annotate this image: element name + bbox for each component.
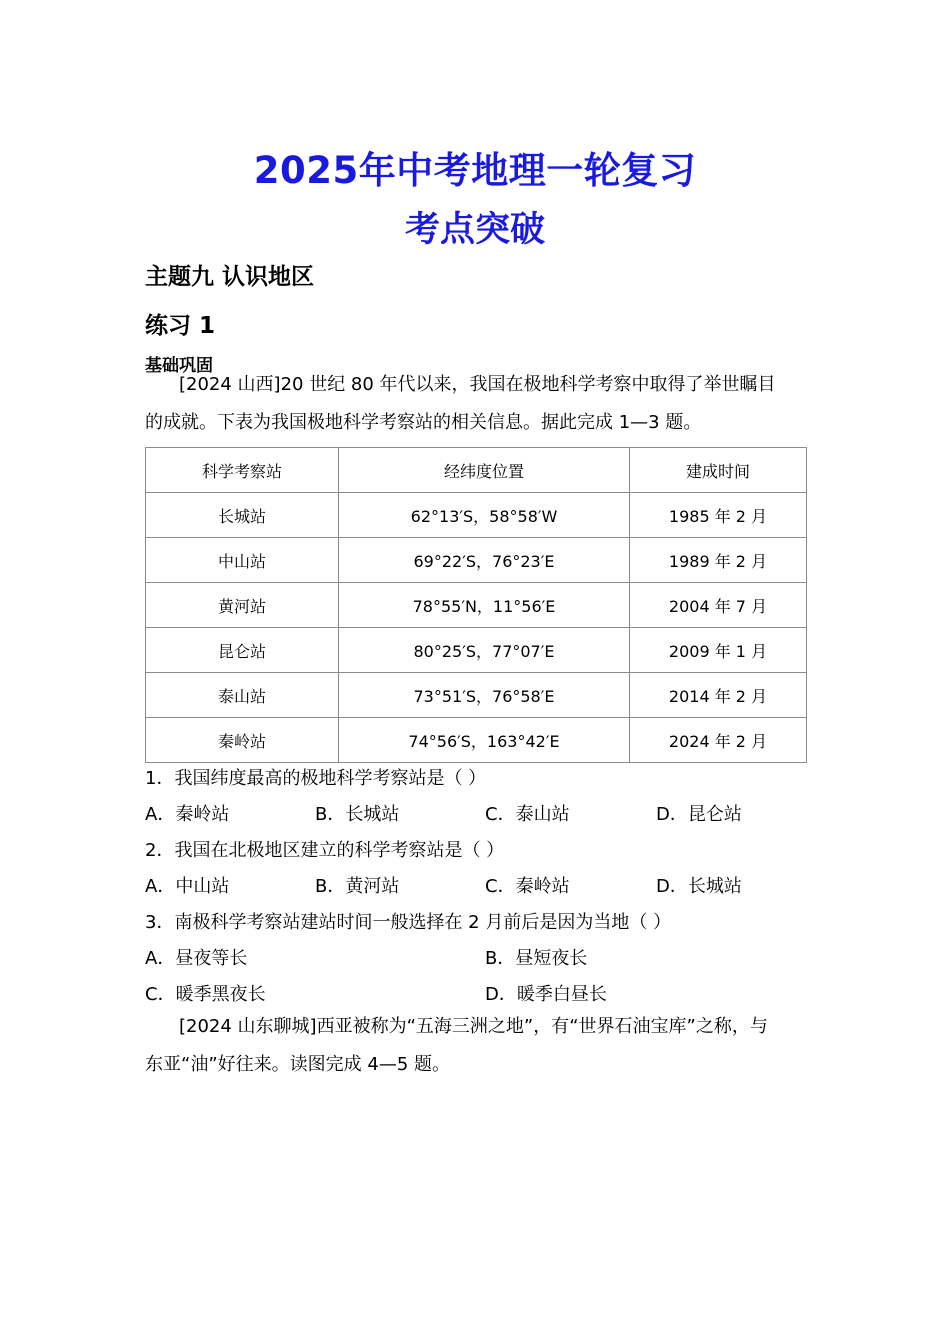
question-3-option-b[interactable]: B．昼短夜长 (485, 948, 588, 969)
table-header-cell: 科学考察站 (146, 448, 339, 493)
built-date-cell: 2009 年 1 月 (630, 628, 807, 673)
station-name-cell: 黄河站 (146, 583, 339, 628)
coordinates-cell: 73°51′S，76°58′E (339, 673, 630, 718)
question-2-option-a[interactable]: A．中山站 (145, 876, 230, 897)
question-2-option-b[interactable]: B．黄河站 (315, 876, 400, 897)
table-row (146, 718, 807, 763)
intro-1-line-1: [2024 山西]20 世纪 80 年代以来，我国在极地科学考察中取得了举世瞩目 (179, 374, 776, 395)
intro-paragraph-1 (145, 366, 807, 442)
table-row (146, 493, 807, 538)
document-subtitle: 考点突破 (404, 210, 545, 250)
table-row (146, 583, 807, 628)
question-2-stem: 2．我国在北极地区建立的科学考察站是（ ） (145, 840, 505, 861)
question-1-stem: 1．我国纬度最高的极地科学考察站是（ ） (145, 768, 487, 789)
station-name-cell: 昆仑站 (146, 628, 339, 673)
topic-heading: 主题九 认识地区 (145, 264, 315, 290)
table-row (146, 628, 807, 673)
question-1-option-c[interactable]: C．泰山站 (485, 804, 570, 825)
built-date-cell: 2004 年 7 月 (630, 583, 807, 628)
intro-paragraph-2 (145, 1008, 807, 1084)
table-header-row (146, 448, 807, 493)
question-1-option-a[interactable]: A．秦岭站 (145, 804, 230, 825)
exercise-heading: 练习 1 (145, 313, 216, 339)
built-date-cell: 2014 年 2 月 (630, 673, 807, 718)
intro-2-line-2: 东亚“油”好往来。读图完成 4—5 题。 (145, 1054, 450, 1075)
built-date-cell: 1985 年 2 月 (630, 493, 807, 538)
polar-stations-table (145, 447, 807, 763)
question-3-stem: 3．南极科学考察站建站时间一般选择在 2 月前后是因为当地（ ） (145, 912, 672, 933)
station-name-cell: 长城站 (146, 493, 339, 538)
built-date-cell: 2024 年 2 月 (630, 718, 807, 763)
question-3-option-d[interactable]: D．暖季白昼长 (485, 984, 607, 1005)
question-1-option-b[interactable]: B．长城站 (315, 804, 400, 825)
table-row (146, 673, 807, 718)
station-name-cell: 泰山站 (146, 673, 339, 718)
table-header-cell: 建成时间 (630, 448, 807, 493)
intro-2-line-1: [2024 山东聊城]西亚被称为“五海三洲之地”，有“世界石油宝库”之称，与 (179, 1016, 768, 1037)
coordinates-cell: 69°22′S，76°23′E (339, 538, 630, 583)
coordinates-cell: 78°55′N，11°56′E (339, 583, 630, 628)
table-header-cell: 经纬度位置 (339, 448, 630, 493)
question-2-option-c[interactable]: C．秦岭站 (485, 876, 570, 897)
question-1-option-d[interactable]: D．昆仑站 (656, 804, 742, 825)
question-3-option-c[interactable]: C．暖季黑夜长 (145, 984, 266, 1005)
question-3-option-a[interactable]: A．昼夜等长 (145, 948, 248, 969)
intro-1-line-2: 的成就。下表为我国极地科学考察站的相关信息。据此完成 1—3 题。 (145, 412, 702, 433)
table-row (146, 538, 807, 583)
station-name-cell: 秦岭站 (146, 718, 339, 763)
coordinates-cell: 80°25′S，77°07′E (339, 628, 630, 673)
coordinates-cell: 74°56′S，163°42′E (339, 718, 630, 763)
coordinates-cell: 62°13′S，58°58′W (339, 493, 630, 538)
station-name-cell: 中山站 (146, 538, 339, 583)
built-date-cell: 1989 年 2 月 (630, 538, 807, 583)
document-title: 2025年中考地理一轮复习 (253, 149, 697, 192)
section-heading: 基础巩固 (145, 356, 213, 376)
question-2-option-d[interactable]: D．长城站 (656, 876, 742, 897)
